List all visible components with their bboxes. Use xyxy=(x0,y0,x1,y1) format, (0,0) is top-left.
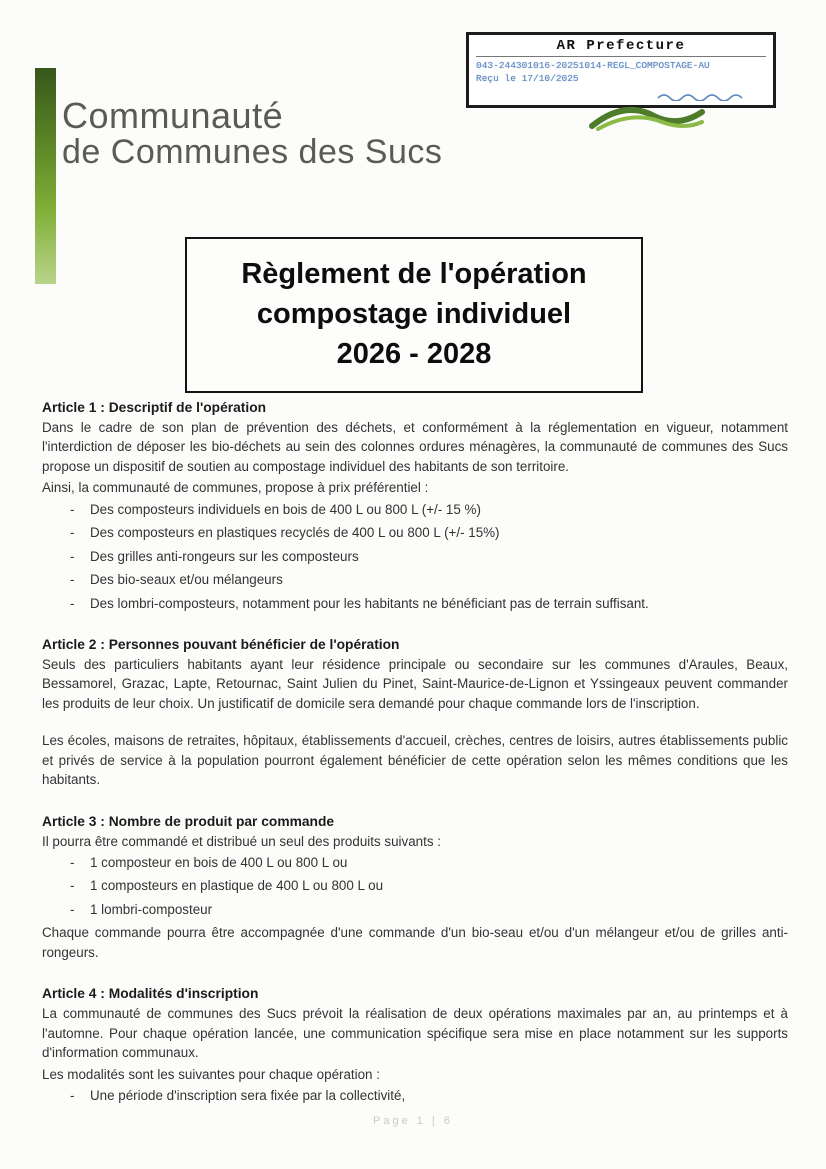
list-item: - 1 composteur en bois de 400 L ou 800 L ou xyxy=(70,853,788,872)
hills-logo-icon xyxy=(588,96,706,132)
article-2-heading: Article 2 : Personnes pouvant bénéficier de l'opération xyxy=(42,636,400,652)
list-item: - Des bio-seaux et/ou mélangeurs xyxy=(70,570,788,589)
article-4-paragraph-2: Les modalités sont les suivantes pour chaque opération : xyxy=(42,1066,380,1082)
article-3-paragraph-2: Chaque commande pourra être accompagnée d'une commande d'un bio-seau et/ou d'un mélangeur et/ou de grilles anti-rongeurs. xyxy=(42,925,788,960)
stamp-received-date: Reçu le 17/10/2025 xyxy=(476,73,579,84)
article-1-heading: Article 1 : Descriptif de l'opération xyxy=(42,400,267,415)
article-4-heading: Article 4 : Modalités d'inscription xyxy=(42,986,259,1002)
article-1-paragraph-1: Dans le cadre de son plan de prévention des déchets, et conformément à la réglementation en vigueur, notamment l'interdiction de déposer les bio-déchets au sein des colonnes ordures ménagères, la communauté de communes des Sucs propose un dispositif de soutien au compostage individuel des habitants de son territoire. xyxy=(42,420,788,474)
list-item: - 1 composteurs en plastique de 400 L ou 800 L ou xyxy=(70,876,788,895)
title-line2: compostage individuel xyxy=(256,298,572,331)
article-1-bullet-list xyxy=(70,500,788,613)
title-line3: 2026 - 2028 xyxy=(336,338,492,371)
list-item: - Une période d'inscription sera fixée par la collectivité, xyxy=(70,1086,788,1105)
list-item: - Des composteurs individuels en bois de 400 L ou 800 L (+/- 15 %) xyxy=(70,500,788,519)
article-4-bullet-list xyxy=(70,1086,788,1105)
organization-name xyxy=(62,95,443,171)
article-3-heading: Article 3 : Nombre de produit par commande xyxy=(42,813,335,829)
stamp-reference-line: 043-244301016-20251014-REGL_COMPOSTAGE-AU xyxy=(476,60,710,71)
document-body xyxy=(42,400,788,1129)
article-2-paragraph-1: Seuls des particuliers habitants ayant leur résidence principale ou secondaire sur les communes d'Araules, Beaux, Bessamorel, Grazac, Lapte, Retournac, Saint Julien du Pinet, Saint-Maurice-de-Lignon et Yssingeaux peuvent commander les produits de leur choix. Un justificatif de domicile sera demandé pour chaque commande lors de l'inscription. xyxy=(42,656,788,711)
article-1 xyxy=(42,400,788,613)
article-3-paragraph-1: Il pourra être commandé et distribué un seul des produits suivants : xyxy=(42,833,441,849)
article-2-paragraph-2: Les écoles, maisons de retraites, hôpitaux, établissements d'accueil, crèches, centres de loisirs, autres établissements public et privés de service à la population pourront également bénéficier de cette opération selon les mêmes conditions que les habitants. xyxy=(42,733,788,788)
organization-name-line1: Communauté xyxy=(62,95,284,136)
article-4-paragraph-1: La communauté de communes des Sucs prévoit la réalisation de deux opérations maximales par an, au printemps et à l'automne. Pour chaque opération lancée, une communication spécifique sera mise en place notamment sur les supports d'information communaux. xyxy=(42,1006,788,1061)
list-item: - Des grilles anti-rongeurs sur les composteurs xyxy=(70,547,788,566)
article-1-paragraph-2: Ainsi, la communauté de communes, propose à prix préférentiel : xyxy=(42,480,429,496)
organization-name-line2: de Communes des Sucs xyxy=(62,132,443,171)
article-3 xyxy=(42,814,788,963)
article-2 xyxy=(42,637,788,790)
page-footer: Page 1 | 6 xyxy=(373,1115,453,1127)
list-item: - Des lombri-composteurs, notamment pour les habitants ne bénéficiant pas de terrain suffisant. xyxy=(70,594,788,613)
article-3-bullet-list xyxy=(70,853,788,919)
document-title-box xyxy=(185,237,643,393)
article-4 xyxy=(42,986,788,1105)
list-item: - 1 lombri-composteur xyxy=(70,900,788,919)
list-item: - Des composteurs en plastiques recyclés de 400 L ou 800 L (+/- 15%) xyxy=(70,523,788,542)
title-line1: Règlement de l'opération xyxy=(241,258,587,290)
logo-green-bar xyxy=(35,68,56,284)
stamp-title: AR Prefecture xyxy=(476,38,766,57)
